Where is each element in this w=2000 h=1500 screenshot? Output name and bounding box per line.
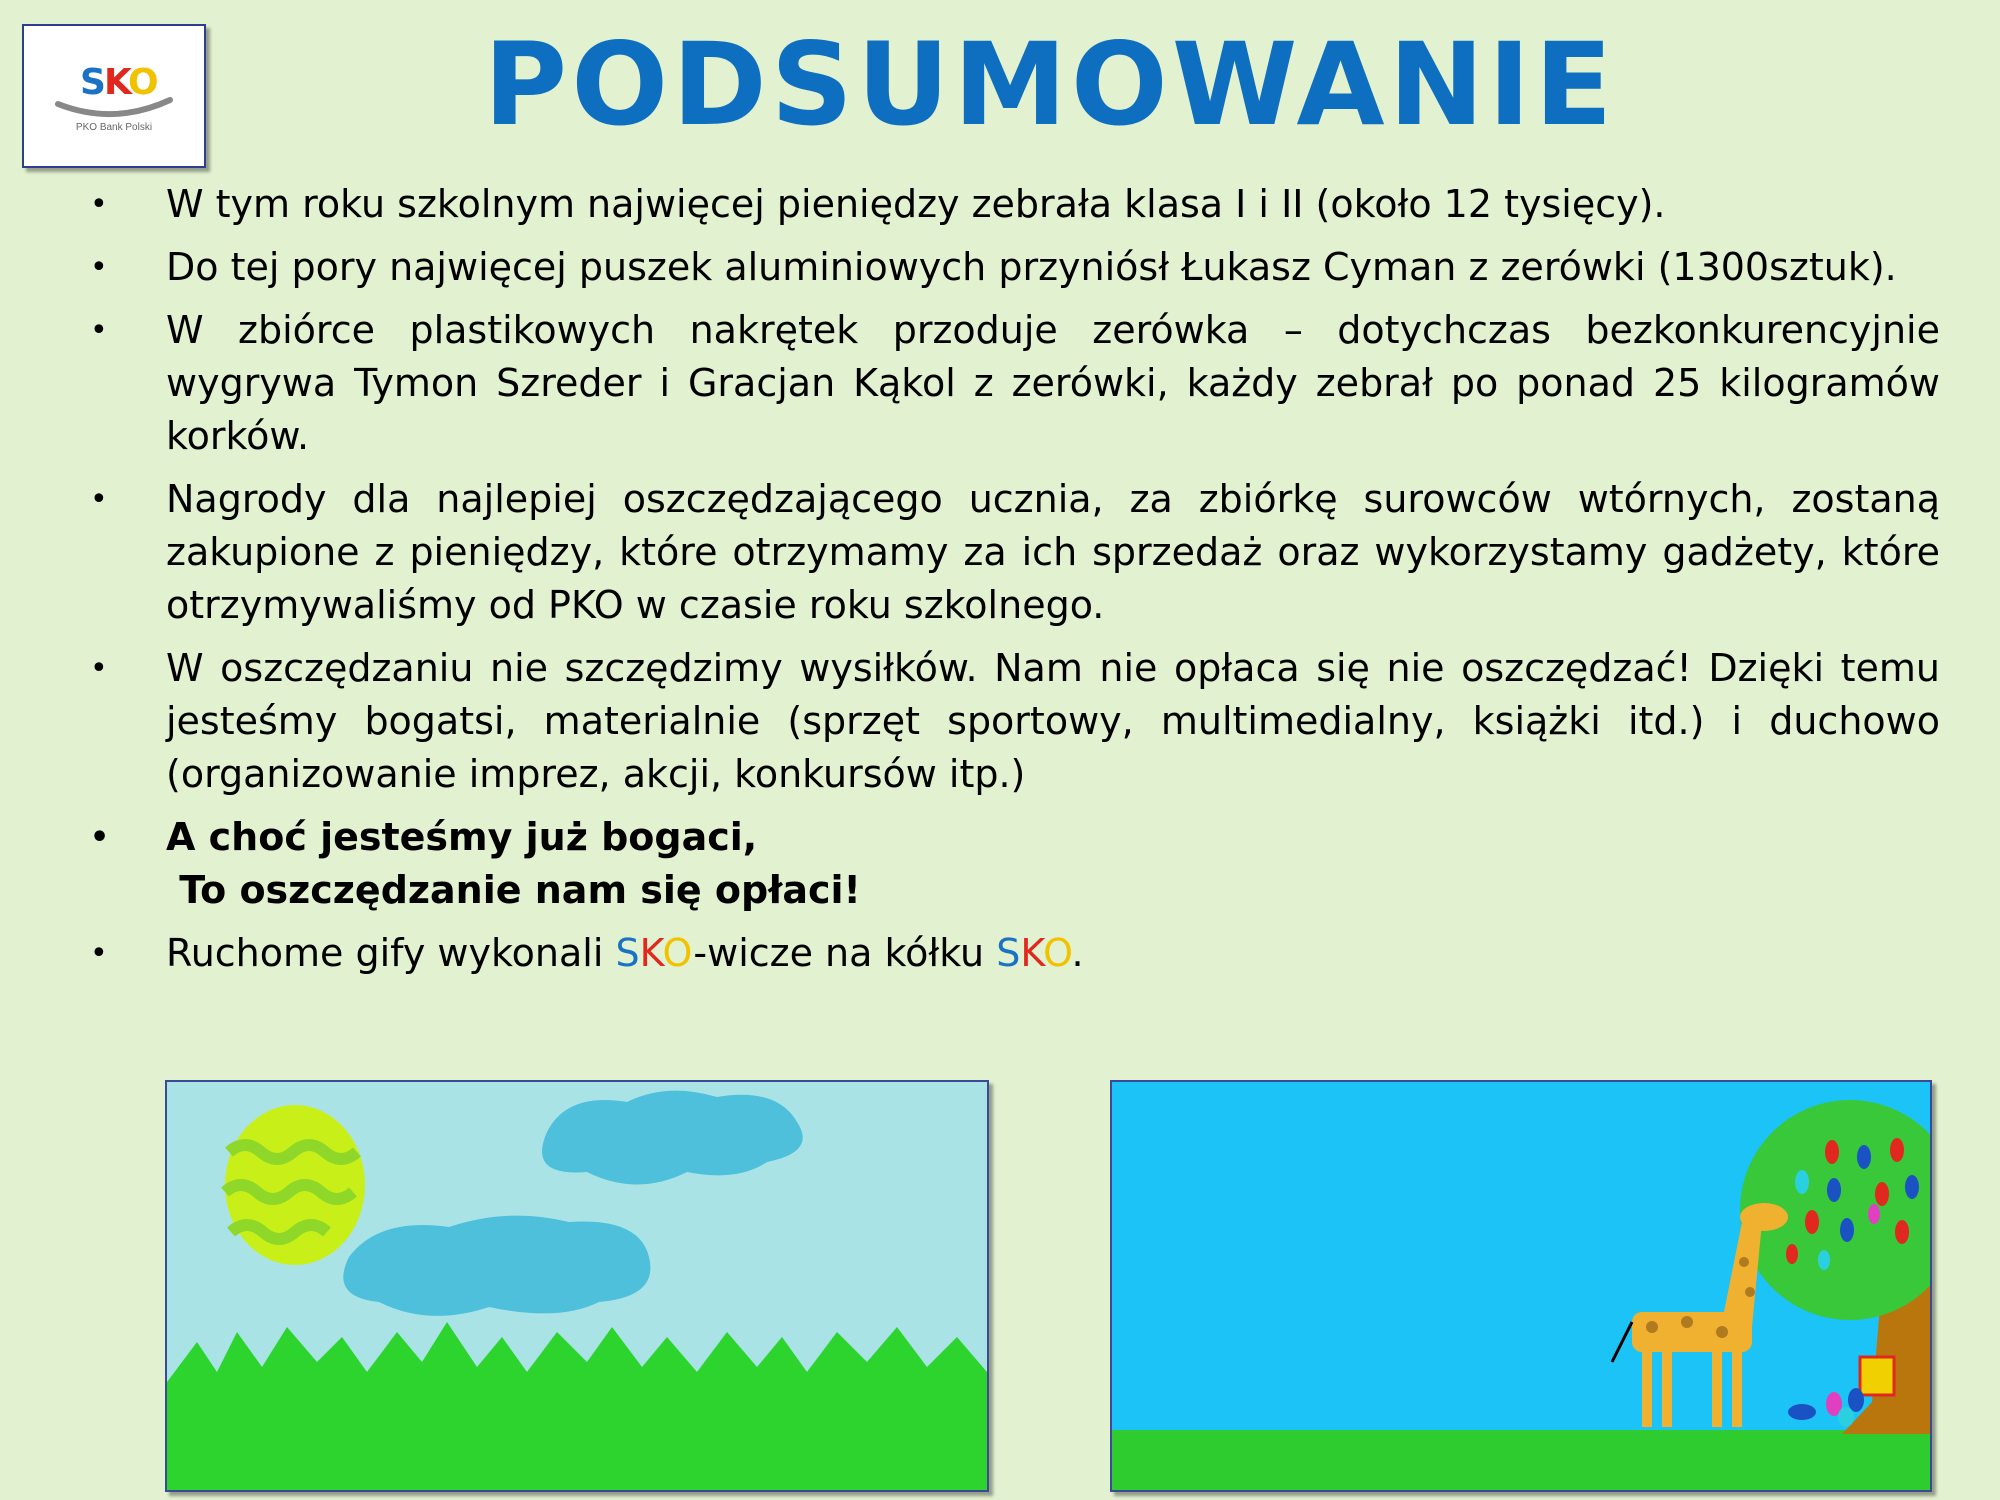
gifs-text-mid: -wicze na kółku	[693, 931, 997, 975]
sko-letter-s-2: S	[996, 931, 1021, 975]
grass	[167, 1322, 987, 1490]
sko-letter-k: K	[639, 931, 663, 975]
sko-logo-graphic	[24, 26, 204, 166]
giraffe-illustration	[1112, 1082, 1930, 1490]
motto-line-2	[80, 864, 1940, 917]
motto-line-2-text: To oszczędzanie nam się opłaci!	[179, 868, 861, 912]
svg-text:O: O	[128, 62, 159, 103]
sko-letter-o-2: O	[1043, 931, 1072, 975]
sko-letter-s: S	[615, 931, 640, 975]
list-item: • Do tej pory najwięcej puszek aluminiowych przyniósł Łukasz Cyman z zerówki (1300sztuk).	[80, 241, 1940, 294]
list-item: • W tym roku szkolnym najwięcej pieniędzy zebrała klasa I i II (około 12 tysięcy).	[80, 178, 1940, 231]
basket	[1860, 1357, 1894, 1395]
cloud	[343, 1216, 650, 1316]
sko-letter-o: O	[662, 931, 694, 975]
logo-caption: PKO Bank Polski	[75, 122, 153, 133]
list-item: • W oszczędzaniu nie szczędzimy wysiłków. Nam nie opłaca się nie oszczędzać! Dzięki temu jesteśmy bogatsi, materialnie (sprzęt sportowy, multimedialny, książki itd.) i duchowo (organizowanie imprez, akcji, konkursów itp.)	[80, 642, 1940, 801]
sko-logo	[22, 24, 206, 168]
motto-line-1: • A choć jesteśmy już bogaci,	[80, 811, 1940, 864]
summary-list	[80, 178, 1940, 990]
sko-letter-k-2: K	[1020, 931, 1044, 975]
list-item-gifs	[80, 927, 1940, 980]
page-title: PODSUMOWANIE	[483, 18, 1617, 151]
gifs-text-before: Ruchome gify wykonali	[166, 931, 616, 975]
cloud	[542, 1091, 803, 1185]
list-item: • Nagrody dla najlepiej oszczędzającego ucznia, za zbiórkę surowców wtórnych, zostaną zakupione z pieniędzy, które otrzymamy za ich sprzedaż oraz wykorzystamy gadżety, które otrzymywaliśmy od PKO w czasie roku szkolnego.	[80, 473, 1940, 632]
sky-clouds-picture	[165, 1080, 989, 1492]
ground	[1112, 1430, 1930, 1490]
gifs-text-end: .	[1071, 931, 1084, 975]
sky-clouds-illustration	[167, 1082, 987, 1490]
svg-text:S: S	[80, 62, 106, 103]
list-item: • W zbiórce plastikowych nakrętek przoduje zerówka – dotychczas bezkonkurencyjnie wygrywa Tymon Szreder i Gracjan Kąkol z zerówki, każdy zebrał po ponad 25 kilogramów korków.	[80, 304, 1940, 463]
svg-text:K: K	[104, 62, 132, 103]
giraffe-picture	[1110, 1080, 1932, 1492]
